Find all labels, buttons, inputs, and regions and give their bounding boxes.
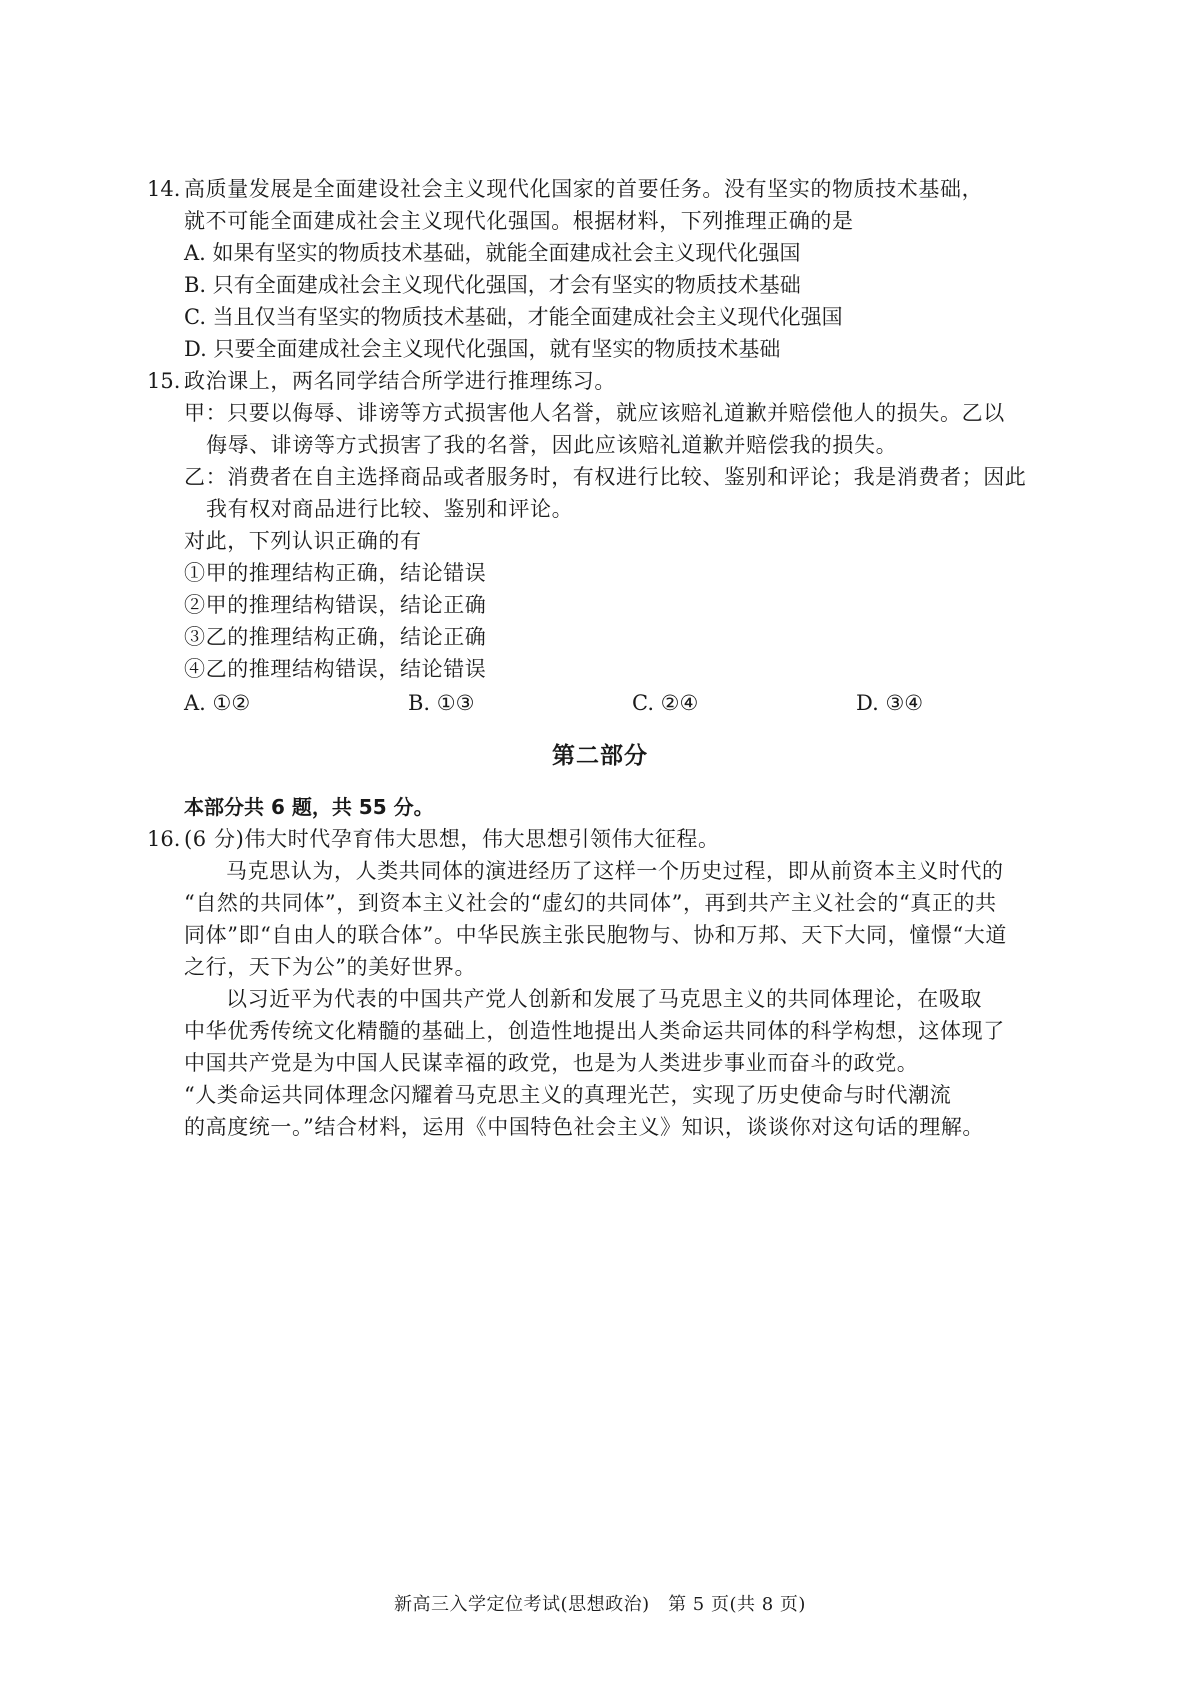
statement-2: ②甲的推理结构错误，结论正确	[184, 593, 487, 617]
question-stem-line: 就不可能全面建成社会主义现代化强国。根据材料，下列推理正确的是	[184, 209, 854, 233]
student-jia-line: 侮辱、诽谤等方式损害了我的名誉，因此应该赔礼道歉并赔偿我的损失。	[206, 433, 898, 457]
question-prompt-line: 的高度统一。”结合材料，运用《中国特色社会主义》知识，谈谈你对这句话的理解。	[184, 1115, 985, 1139]
statement-3: ③乙的推理结构正确，结论正确	[184, 625, 487, 649]
option-c: C. ②④	[632, 691, 699, 715]
material-line: 中国共产党是为中国人民谋幸福的政党，也是为人类进步事业而奋斗的政党。	[184, 1051, 919, 1075]
question-stem-line: 政治课上，两名同学结合所学进行推理练习。	[184, 369, 616, 393]
statement-1: ①甲的推理结构正确，结论错误	[184, 561, 487, 585]
statement-4: ④乙的推理结构错误，结论错误	[184, 657, 487, 681]
student-yi-line: 乙：消费者在自主选择商品或者服务时，有权进行比较、鉴别和评论；我是消费者；因此	[184, 465, 1027, 489]
option-a: A. 如果有坚实的物质技术基础，就能全面建成社会主义现代化强国	[184, 241, 801, 265]
option-b: B. 只有全面建成社会主义现代化强国，才会有坚实的物质技术基础	[184, 273, 801, 297]
material-line: 中华优秀传统文化精髓的基础上，创造性地提出人类命运共同体的科学构想，这体现了	[184, 1019, 1005, 1043]
student-yi-line: 我有权对商品进行比较、鉴别和评论。	[206, 497, 574, 521]
student-jia-line: 甲：只要以侮辱、诽谤等方式损害他人名誉，就应该赔礼道歉并赔偿他人的损失。乙以	[184, 401, 1005, 425]
material-line: (6 分)伟大时代孕育伟大思想，伟大思想引领伟大征程。	[184, 827, 720, 851]
page-footer: 新高三入学定位考试(思想政治) 第 5 页(共 8 页)	[394, 1594, 806, 1615]
question-number: 14.	[147, 177, 181, 201]
question-prompt-line: “人类命运共同体理念闪耀着马克思主义的真理光芒，实现了历史使命与时代潮流	[184, 1083, 952, 1107]
option-b: B. ①③	[408, 691, 475, 715]
question-number: 16.	[147, 827, 181, 851]
material-line: 同体”即“自由人的联合体”。中华民族主张民胞物与、协和万邦、天下大同，憧憬“大道	[184, 923, 1007, 947]
material-line: 之行，天下为公”的美好世界。	[184, 955, 477, 979]
option-d: D. 只要全面建成社会主义现代化强国，就有坚实的物质技术基础	[184, 337, 781, 361]
material-line: 以习近平为代表的中国共产党人创新和发展了马克思主义的共同体理论，在吸取	[226, 987, 982, 1011]
question-number: 15.	[147, 369, 181, 393]
question-prompt: 对此，下列认识正确的有	[184, 529, 422, 553]
option-a: A. ①②	[184, 691, 251, 715]
material-line: 马克思认为，人类共同体的演进经历了这样一个历史过程，即从前资本主义时代的	[226, 859, 1004, 883]
option-c: C. 当且仅当有坚实的物质技术基础，才能全面建成社会主义现代化强国	[184, 305, 843, 329]
question-stem-line: 高质量发展是全面建设社会主义现代化国家的首要任务。没有坚实的物质技术基础，	[184, 177, 984, 201]
material-line: “自然的共同体”，到资本主义社会的“虚幻的共同体”，再到共产主义社会的“真正的共	[184, 891, 997, 915]
section-title: 第二部分	[552, 743, 648, 769]
option-d: D. ③④	[856, 691, 924, 715]
section-note: 本部分共 6 题，共 55 分。	[184, 795, 434, 819]
